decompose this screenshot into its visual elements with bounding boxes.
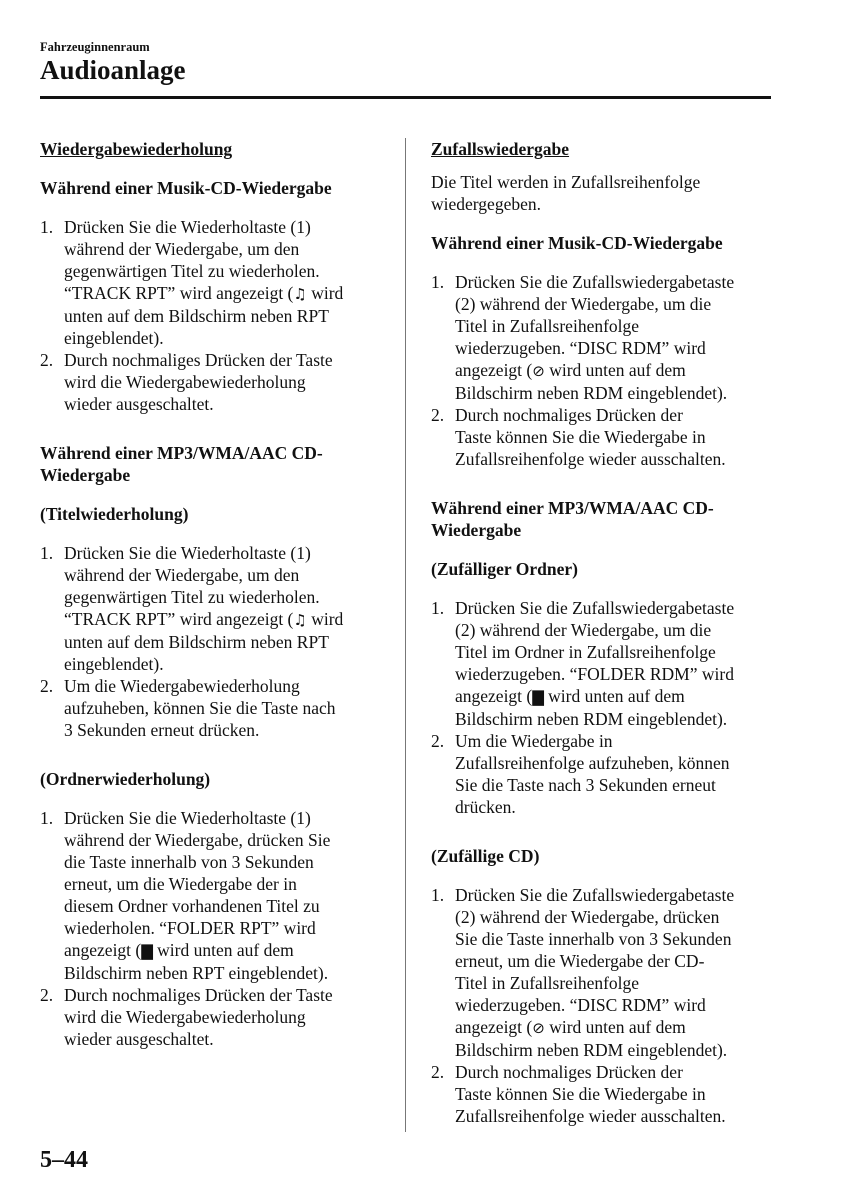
list-item-text	[455, 597, 776, 730]
list-item-text	[64, 216, 390, 349]
subheading-track-repeat: (Titelwiederholung)	[40, 504, 189, 524]
list-item	[431, 404, 776, 470]
text-line: Drücken Sie die Zufallswiedergabetaste	[455, 885, 735, 905]
list-item-text	[64, 349, 390, 415]
steps-random-cd	[431, 884, 776, 1127]
text-line	[64, 608, 390, 631]
text-fragment: angezeigt (	[455, 686, 533, 706]
text-line: Bildschirm neben RDM eingeblendet).	[455, 383, 728, 403]
text-fragment: angezeigt (	[64, 940, 142, 960]
text-line: Durch nochmaliges Drücken der Taste	[64, 985, 333, 1005]
page-title: Audioanlage	[40, 55, 186, 85]
intro-line: wiedergegeben.	[431, 194, 541, 214]
text-fragment: wird unten auf dem	[544, 360, 686, 380]
text-line: Bildschirm neben RPT eingeblendet).	[64, 963, 329, 983]
text-line: (2) während der Wiedergabe, drücken	[455, 907, 720, 927]
music-note-icon: ♫	[293, 611, 307, 629]
list-item-number: 2.	[431, 405, 445, 425]
list-item-number: 1.	[40, 543, 54, 563]
text-line	[455, 685, 776, 708]
text-line: unten auf dem Bildschirm neben RPT	[64, 306, 329, 326]
text-line: Drücken Sie die Wiederholtaste (1)	[64, 217, 311, 237]
steps-track-repeat	[40, 542, 390, 741]
text-line: wiederzugeben. “FOLDER RDM” wird	[455, 664, 734, 684]
list-item	[431, 730, 776, 818]
list-item-number: 1.	[431, 885, 445, 905]
text-line: Zufallsreihenfolge wieder ausschalten.	[455, 449, 726, 469]
list-item-number: 1.	[431, 598, 445, 618]
folder-icon: ▇	[141, 942, 153, 960]
text-fragment: wird unten auf dem	[544, 1017, 686, 1037]
steps-folder-repeat	[40, 807, 390, 1050]
column-divider	[405, 138, 406, 1132]
list-item-text	[64, 542, 390, 675]
subheading-mp3-cd-line2: Wiedergabe	[40, 465, 131, 485]
text-line: Drücken Sie die Wiederholtaste (1)	[64, 543, 311, 563]
intro-paragraph	[431, 171, 776, 215]
text-line: wiederzugeben. “DISC RDM” wird	[455, 995, 706, 1015]
text-line: Sie die Taste nach 3 Sekunden erneut	[455, 775, 716, 795]
text-line: Taste können Sie die Wiedergabe in	[455, 427, 706, 447]
text-fragment: wird	[306, 609, 344, 629]
text-line	[64, 939, 390, 962]
text-line: Titel in Zufallsreihenfolge	[455, 316, 640, 336]
list-item-number: 2.	[40, 985, 54, 1005]
subheading-mp3-cd-line2: Wiedergabe	[431, 520, 522, 540]
steps-random-music-cd	[431, 271, 776, 470]
text-line: wird die Wiedergabewiederholung	[64, 1007, 306, 1027]
list-item	[40, 984, 390, 1050]
text-line: erneut, um die Wiedergabe der CD-	[455, 951, 705, 971]
intro-line: Die Titel werden in Zufallsreihenfolge	[431, 172, 701, 192]
list-item-text	[455, 1061, 776, 1127]
list-item-number: 1.	[40, 808, 54, 828]
list-item-number: 1.	[40, 217, 54, 237]
list-item-text	[64, 807, 390, 984]
text-fragment: angezeigt (	[455, 1017, 533, 1037]
text-line: wird die Wiedergabewiederholung	[64, 372, 306, 392]
text-line	[455, 359, 776, 382]
list-item	[40, 807, 390, 984]
steps-random-folder	[431, 597, 776, 818]
text-line: Drücken Sie die Wiederholtaste (1)	[64, 808, 311, 828]
folder-icon: ▇	[532, 688, 544, 706]
text-line: Durch nochmaliges Drücken der	[455, 1062, 683, 1082]
text-line: diesem Ordner vorhandenen Titel zu	[64, 896, 320, 916]
text-line: Drücken Sie die Zufallswiedergabetaste	[455, 272, 735, 292]
text-line: Bildschirm neben RDM eingeblendet).	[455, 709, 728, 729]
list-item	[431, 884, 776, 1061]
text-line	[455, 1016, 776, 1039]
text-line: eingeblendet).	[64, 328, 164, 348]
left-column	[40, 138, 390, 1077]
list-item-text	[455, 404, 776, 470]
subheading-mp3-cd	[431, 497, 776, 541]
page-number: 5–44	[40, 1147, 88, 1173]
text-line: Drücken Sie die Zufallswiedergabetaste	[455, 598, 735, 618]
random-disc-icon: ⊘	[532, 362, 545, 380]
list-item-number: 2.	[431, 731, 445, 751]
list-item	[431, 1061, 776, 1127]
subheading-mp3-cd	[40, 442, 390, 486]
text-line: während der Wiedergabe, um den	[64, 239, 300, 259]
text-line: Zufallsreihenfolge wieder ausschalten.	[455, 1106, 726, 1126]
subheading-mp3-cd-line1: Während einer MP3/WMA/AAC CD-	[40, 443, 323, 463]
text-line: wiederzugeben. “DISC RDM” wird	[455, 338, 706, 358]
text-line: 3 Sekunden erneut drücken.	[64, 720, 260, 740]
steps-repeat-music-cd	[40, 216, 390, 415]
text-line: die Taste innerhalb von 3 Sekunden	[64, 852, 314, 872]
list-item-number: 2.	[40, 350, 54, 370]
text-fragment: wird	[306, 283, 344, 303]
subheading-mp3-cd-line1: Während einer MP3/WMA/AAC CD-	[431, 498, 714, 518]
text-line: während der Wiedergabe, um den	[64, 565, 300, 585]
text-line: Um die Wiedergabewiederholung	[64, 676, 300, 696]
text-line: Titel im Ordner in Zufallsreihenfolge	[455, 642, 716, 662]
list-item-number: 1.	[431, 272, 445, 292]
text-line: Durch nochmaliges Drücken der Taste	[64, 350, 333, 370]
list-item	[40, 216, 390, 349]
right-column	[431, 138, 776, 1127]
text-line: Durch nochmaliges Drücken der	[455, 405, 683, 425]
list-item-text	[64, 675, 390, 741]
text-line	[64, 282, 390, 305]
text-line: gegenwärtigen Titel zu wiederholen.	[64, 261, 320, 281]
header-section-label: Fahrzeuginnenraum	[40, 40, 150, 54]
text-line: (2) während der Wiedergabe, um die	[455, 294, 712, 314]
list-item-text	[64, 984, 390, 1050]
text-line: erneut, um die Wiedergabe der in	[64, 874, 297, 894]
list-item	[40, 542, 390, 675]
text-line: wiederholen. “FOLDER RPT” wird	[64, 918, 316, 938]
text-fragment: “TRACK RPT” wird angezeigt (	[64, 609, 294, 629]
text-fragment: wird unten auf dem	[543, 686, 685, 706]
list-item	[431, 597, 776, 730]
text-line: Titel in Zufallsreihenfolge	[455, 973, 640, 993]
text-line: während der Wiedergabe, drücken Sie	[64, 830, 331, 850]
random-disc-icon: ⊘	[532, 1019, 545, 1037]
list-item-text	[455, 730, 776, 818]
text-fragment: wird unten auf dem	[152, 940, 294, 960]
text-line: gegenwärtigen Titel zu wiederholen.	[64, 587, 320, 607]
text-fragment: “TRACK RPT” wird angezeigt (	[64, 283, 294, 303]
text-line: unten auf dem Bildschirm neben RPT	[64, 632, 329, 652]
list-item	[431, 271, 776, 404]
text-line: Bildschirm neben RDM eingeblendet).	[455, 1040, 728, 1060]
text-line: wieder ausgeschaltet.	[64, 394, 214, 414]
text-line: aufzuheben, können Sie die Taste nach	[64, 698, 336, 718]
text-line: (2) während der Wiedergabe, um die	[455, 620, 712, 640]
list-item	[40, 349, 390, 415]
list-item	[40, 675, 390, 741]
subheading-folder-repeat: (Ordnerwiederholung)	[40, 769, 211, 789]
list-item-text	[455, 884, 776, 1061]
text-fragment: angezeigt (	[455, 360, 533, 380]
subheading-music-cd: Während einer Musik-CD-Wiedergabe	[431, 233, 723, 253]
text-line: eingeblendet).	[64, 654, 164, 674]
section-heading-repeat: Wiedergabewiederholung	[40, 139, 233, 159]
text-line: Taste können Sie die Wiedergabe in	[455, 1084, 706, 1104]
list-item-number: 2.	[431, 1062, 445, 1082]
text-line: Zufallsreihenfolge aufzuheben, können	[455, 753, 730, 773]
text-line: Sie die Taste innerhalb von 3 Sekunden	[455, 929, 732, 949]
header-rule	[40, 96, 771, 99]
subheading-random-folder: (Zufälliger Ordner)	[431, 559, 578, 579]
subheading-random-cd: (Zufällige CD)	[431, 846, 540, 866]
list-item-text	[455, 271, 776, 404]
text-line: wieder ausgeschaltet.	[64, 1029, 214, 1049]
list-item-number: 2.	[40, 676, 54, 696]
subheading-music-cd: Während einer Musik-CD-Wiedergabe	[40, 178, 332, 198]
section-heading-random: Zufallswiedergabe	[431, 139, 570, 159]
text-line: Um die Wiedergabe in	[455, 731, 613, 751]
text-line: drücken.	[455, 797, 516, 817]
music-note-icon: ♫	[293, 285, 307, 303]
